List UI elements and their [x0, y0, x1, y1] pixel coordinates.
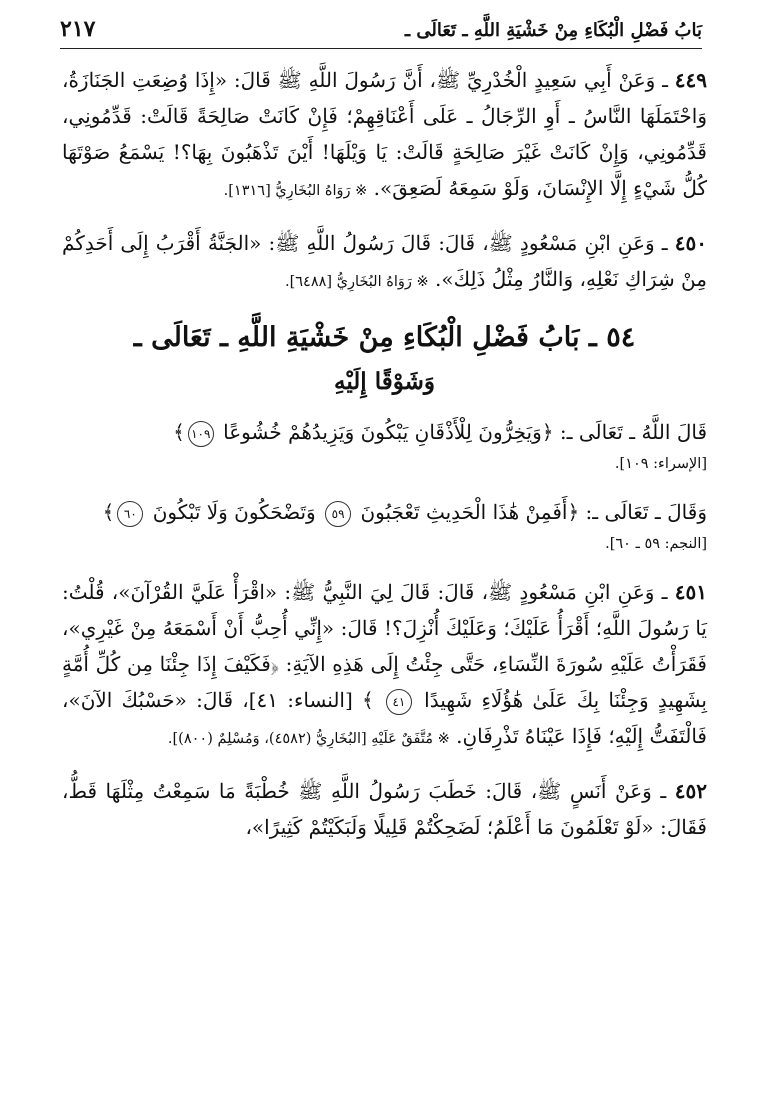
chapter-title-line-1: ٥٤ ـ بَابُ فَضْلِ الْبُكَاءِ مِنْ خَشْيَةِ اللَّهِ ـ تَعَالَى ـ	[133, 322, 636, 353]
verse-close-bracket: ﴾	[173, 420, 185, 444]
hadith-text: ـ وَعَنِ ابْنِ مَسْعُودٍ ﷺ، قَالَ: قَالَ رَسُولُ اللَّهِ ﷺ: «الجَنَّةُ أَقْرَبُ إِلَى أَحَدِكُمْ مِنْ شِرَاكِ نَعْلِهِ، وَالنَّارُ مِثْلُ ذَلِكَ».	[62, 231, 707, 291]
hadith-text: ـ وَعَنْ أَبِي سَعِيدٍ الْخُدْرِيِّ ﷺ، أَنَّ رَسُولَ اللَّهِ ﷺ قَالَ: «إِذَا وُضِعَتِ الجَنَازَةُ، وَاحْتَمَلَهَا النَّاسُ ـ أَوِ الرِّجَالُ ـ عَلَى أَعْنَاقِهِمْ؛ فَإِنْ كَانَتْ صَالِحَةً قَالَتْ: قَدِّمُونِي، قَدِّمُونِي، وَإِنْ كَانَتْ غَيْرَ صَالِحَةٍ قَالَتْ: يَا وَيْلَهَا! أَيْنَ تَذْهَبُونَ بِهَا؟! يَسْمَعُ صَوْتَهَا كُلُّ شَيْءٍ إِلَّا الإِنْسَانَ، وَلَوْ سَمِعَهُ لَصَعِقَ».	[62, 68, 707, 200]
hadith-449	[62, 62, 707, 209]
chapter-heading	[62, 316, 707, 404]
hadith-source: ※ مُتَّفَقٌ عَلَيْهِ [البُخَارِيُّ (٤٥٨٢)، وَمُسْلِمٌ (٨٠٠)].	[167, 731, 450, 747]
quran-verse: ﴿وَيَخِرُّونَ لِلْأَذْقَانِ يَبْكُونَ وَيَزِيدُهُمْ خُشُوعًا	[223, 420, 554, 444]
verse-reference: [النجم: ٥٩ ـ ٦٠].	[605, 536, 707, 552]
verse-close-bracket: ﴾	[102, 500, 115, 524]
hadith-number: ٤٥٢	[674, 779, 708, 803]
page-header	[60, 14, 702, 49]
chapter-title-line-2: وَشَوْقًا إِلَيْهِ	[334, 368, 435, 395]
quran-citation-2	[62, 494, 707, 558]
quran-verse-part-1: ﴿أَفَمِنْ هَٰذَا الْحَدِيثِ تَعْجَبُونَ	[360, 500, 580, 524]
hadith-452	[62, 773, 707, 845]
page-body	[62, 62, 707, 861]
hadith-450	[62, 225, 707, 300]
hadith-451	[62, 574, 707, 757]
quran-verse-part-2: وَتَضْحَكُونَ وَلَا تَبْكُونَ	[152, 500, 316, 524]
hadith-number: ٤٤٩	[674, 68, 708, 92]
quran-citation-1	[62, 414, 707, 478]
citation-intro: وَقَالَ ـ تَعَالَى ـ:	[585, 500, 707, 524]
citation-intro: قَالَ اللَّهُ ـ تَعَالَى ـ:	[559, 420, 707, 444]
running-title: بَابُ فَضْلِ الْبُكَاءِ مِنْ خَشْيَةِ اللَّهِ ـ تَعَالَى ـ	[404, 20, 702, 41]
hadith-source: ※ رَوَاهُ البُخَارِيُّ [٦٤٨٨].	[284, 274, 429, 290]
ayah-number-marker: ١٠٩	[188, 421, 214, 447]
ayah-number-marker: ٦٠	[117, 501, 143, 527]
ayah-number-marker: ٤١	[386, 689, 412, 715]
hadith-source: ※ رَوَاهُ البُخَارِيُّ [١٣١٦].	[223, 183, 368, 199]
hadith-number: ٤٥١	[674, 580, 707, 604]
hadith-text-continued: ﴾ [النساء: ٤١]، قَالَ: «حَسْبُكَ الآنَ»، فَالْتَفَتُّ إِلَيْهِ؛ فَإِذَا عَيْنَاهُ تَذْرِفَانِ.	[62, 688, 707, 748]
ayah-number-marker: ٥٩	[325, 501, 351, 527]
hadith-text: ـ وَعَنْ أَنَسٍ ﷺ، قَالَ: خَطَبَ رَسُولُ اللَّهِ ﷺ خُطْبَةً مَا سَمِعْتُ مِثْلَهَا قَطُّ، فَقَالَ: «لَوْ تَعْلَمُونَ مَا أَعْلَمُ؛ لَضَحِكْتُمْ قَلِيلًا وَلَبَكَيْتُمْ كَثِيرًا»،	[62, 779, 707, 839]
hadith-text: ـ وَعَنِ ابْنِ مَسْعُودٍ ﷺ، قَالَ: قَالَ لِيَ النَّبِيُّ ﷺ: «اقْرَأْ عَلَيَّ القُرْآنَ»، قُلْتُ: يَا رَسُولَ اللَّهِ؛ أَقْرَأُ عَلَيْكَ؛ وَعَلَيْكَ أُنْزِلَ؟! قَالَ: «إِنِّي أُحِبُّ أَنْ أَسْمَعَهُ مِنْ غَيْرِي»، فَقَرَأْتُ عَلَيْهِ سُورَةَ النِّسَاءِ، حَتَّى جِئْتُ إِلَى هَذِهِ الآيَةِ: ﴿فَكَيْفَ إِذَا جِئْنَا مِن كُلِّ أُمَّةٍ بِشَهِيدٍ وَجِئْنَا بِكَ عَلَىٰ هَٰؤُلَاءِ شَهِيدًا	[62, 580, 707, 712]
verse-reference: [الإسراء: ١٠٩].	[614, 456, 707, 472]
page-number: ٢١٧	[60, 16, 96, 42]
hadith-number: ٤٥٠	[674, 231, 707, 255]
